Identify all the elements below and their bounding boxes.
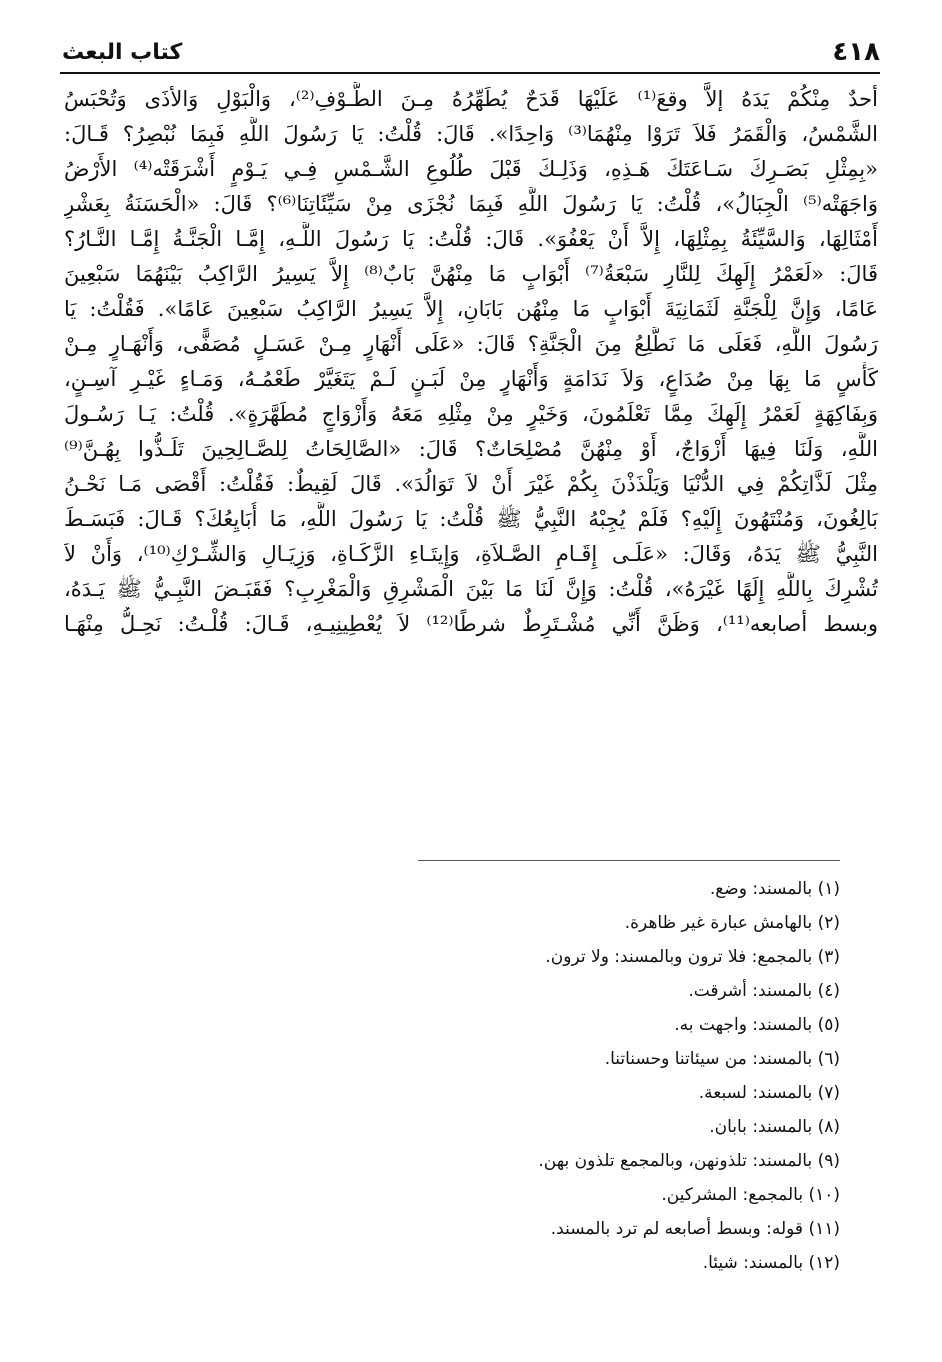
footnote: (١١) قوله: وبسط أصابعه لم ترد بالمسند. — [550, 1219, 840, 1239]
main-text — [64, 82, 878, 642]
running-title: كتاب البعث — [62, 40, 183, 65]
text-line: وبسط أصابعه⁽¹¹⁾، وَظَنَّ أَنِّي مُشْـتَرِطٌ شرطًا⁽¹²⁾ لاَ يُعْطِينِيـهِ، قَـالَ: قُلْـتُ: نَحِـلُّ مِنْهَـا — [64, 612, 878, 636]
text-line: أَمْثَالِهَا، وَالسَّيِّئَةُ بِمِثْلِهَا، إِلاَّ أَنْ يَعْفُوَ». قَالَ: قُلْتُ: يَا رَسُولَ اللَّـهِ، إِمَّـا الْجَنَّـةُ إِمَّـا النَّـارُ؟ — [64, 227, 878, 251]
text-line: تُشْرِكَ بِاللَّهِ إِلَهًا غَيْرَهُ»، قُلْتُ: وَإِنَّ لَنَا مَا بَيْنَ الْمَشْرِقِ وَالْمَغْرِبِ؟ فَقَبَـضَ النَّبِـيُّ ﷺ يَـدَهُ، — [64, 577, 878, 601]
footnote: (٢) بالهامش عبارة غير ظاهرة. — [624, 913, 840, 933]
footnote: (٦) بالمسند: من سيئاتنا وحسناتنا. — [604, 1049, 840, 1069]
footnote-divider — [418, 860, 840, 861]
footnote: (٥) بالمسند: واجهت به. — [674, 1015, 840, 1035]
footnote: (٨) بالمسند: بابان. — [709, 1117, 840, 1137]
footnote: (١٢) بالمسند: شيئا. — [702, 1253, 840, 1273]
header-divider — [60, 72, 880, 74]
text-line: بَالِغُونَ، وَمُنْتَهُونَ إِلَيْهِ؟ فَلَمْ يُجِبْهُ النَّبِيُّ ﷺ قُلْتُ: يَا رَسُولَ اللَّهِ، مَا أُبَايِعُكَ؟ قَـالَ: فَبَسَـطَ — [64, 507, 878, 531]
page-number: ٤١٨ — [832, 37, 880, 67]
footnote: (٤) بالمسند: أشرقت. — [688, 981, 840, 1001]
text-line: وَاجَهَتْه⁽⁵⁾ الْجِبَالُ»، قُلْتُ: يَا رَسُولَ اللَّهِ فَبِمَا نُجْزَى مِنْ سَيِّئَاتِنَا⁽⁶⁾؟ قَالَ: «الْحَسَنَةُ بِعَشْرِ — [64, 192, 878, 216]
footnote: (١) بالمسند: وضع. — [709, 879, 840, 899]
text-line: وَبِفَاكِهَةٍ لَعَمْرُ إِلَهِكَ مِمَّا تَعْلَمُونَ، وَخَيْرٍ مِنْ مِثْلِهِ مَعَهُ وَأَزْوَاجٍ مُطَهَّرَةٍ». قُلْتُ: يَـا رَسُـولَ — [64, 402, 878, 426]
text-line: أحدٌ مِنْكُمْ يَدَهُ إلاَّ وقعَ⁽¹⁾ عَلَيْهَا قَدَحٌ يُطَهِّرُهُ مِـنَ الطَّـوْفِ⁽²⁾، وَالْبَوْلِ وَالأذَى وَتُحْبَسُ — [64, 87, 878, 111]
footnotes — [200, 872, 840, 1280]
text-line: مِثْلَ لَذَّاتِكُمْ فِي الدُّنْيَا وَيَلْذَذْنَ بِكُمْ غَيْرَ أَنْ لاَ تَوَالُدَ». قَالَ لَقِيطٌ: فَقُلْتُ: أَقْصَى مَـا نَحْـنُ — [64, 472, 878, 496]
footnote: (١٠) بالمجمع: المشركين. — [661, 1185, 840, 1205]
text-line: قَالَ: «لَعَمْرُ إِلَهِكَ لِلنَّارِ سَبْعَةُ⁽⁷⁾ أَبْوَابٍ مَا مِنْهُنَّ بَابٌ⁽⁸⁾ إِلاَّ يَسِيرُ الرَّاكِبُ بَيْنَهُمَا سَبْعِينَ — [64, 262, 878, 286]
text-line: عَامًا، وَإِنَّ لِلْجَنَّةِ لَثَمَانِيَةَ أَبْوَابٍ مَا مِنْهُن بَابَانِ، إِلاَّ يَسِيرُ الرَّاكِبُ سَبْعِينَ عَامًا». فَقُلْتُ: يَا — [64, 297, 878, 321]
footnote: (٩) بالمسند: تلذونهن، وبالمجمع تلذون بهن. — [538, 1151, 840, 1171]
footnote: (٧) بالمسند: لسبعة. — [698, 1083, 840, 1103]
text-line: «بِمِثْلِ بَصَـرِكَ سَـاعَتَكَ هَـذِهِ، وَذَلِـكَ قَبْلَ طُلُوعِ الشَّـمْسِ فِـي يَـوْمٍ أَشْرَقَتْه⁽⁴⁾ الأَرْضُ — [64, 157, 878, 181]
page-header — [62, 38, 880, 68]
text-line: رَسُولَ اللَّهِ، فَعَلَى مَا نَطَّلِعُ مِنَ الْجَنَّةِ؟ قَالَ: «عَلَى أَنْهَارٍ مِـنْ عَسَـلٍ مُصَفًّى، وَأَنْهَـارٍ مِـنْ — [64, 332, 878, 356]
text-line: الشَّمْسُ، وَالْقَمَرُ فَلاَ تَرَوْا مِنْهُمَا⁽³⁾ وَاحِدًا». قَالَ: قُلْتُ: يَا رَسُولَ اللَّهِ فَبِمَا نُبْصِرُ؟ قَـالَ: — [64, 122, 878, 146]
text-line: كَأْسٍ مَا بِهَا مِنْ صُدَاعٍ، وَلاَ نَدَامَةٍ وَأَنْهَارٍ مِنْ لَبَـنٍ لَـمْ يَتَغَيَّرْ طَعْمُـهُ، وَمَـاءٍ غَيْـرِ آسِـنٍ، — [64, 367, 878, 391]
footnote: (٣) بالمجمع: فلا ترون وبالمسند: ولا ترون. — [545, 947, 840, 967]
text-line: النَّبِيُّ ﷺ يَدَهُ، وَقَالَ: «عَلَـى إِقَـامِ الصَّـلاَةِ، وَإِيتَـاءِ الزَّكَـاةِ، وَزِيَـالِ وَالشِّـرْكِ⁽¹⁰⁾، وَأَنْ لاَ — [64, 542, 878, 566]
text-line: اللَّهِ، وَلَنَا فِيهَا أَزْوَاجٌ، أَوْ مِنْهُنَّ مُصْلِحَاتٌ؟ قَالَ: «الصَّالِحَاتُ لِلصَّـالِحِينَ تَلَـذُّوا بِهُـنَّ⁽⁹⁾ — [64, 437, 878, 461]
